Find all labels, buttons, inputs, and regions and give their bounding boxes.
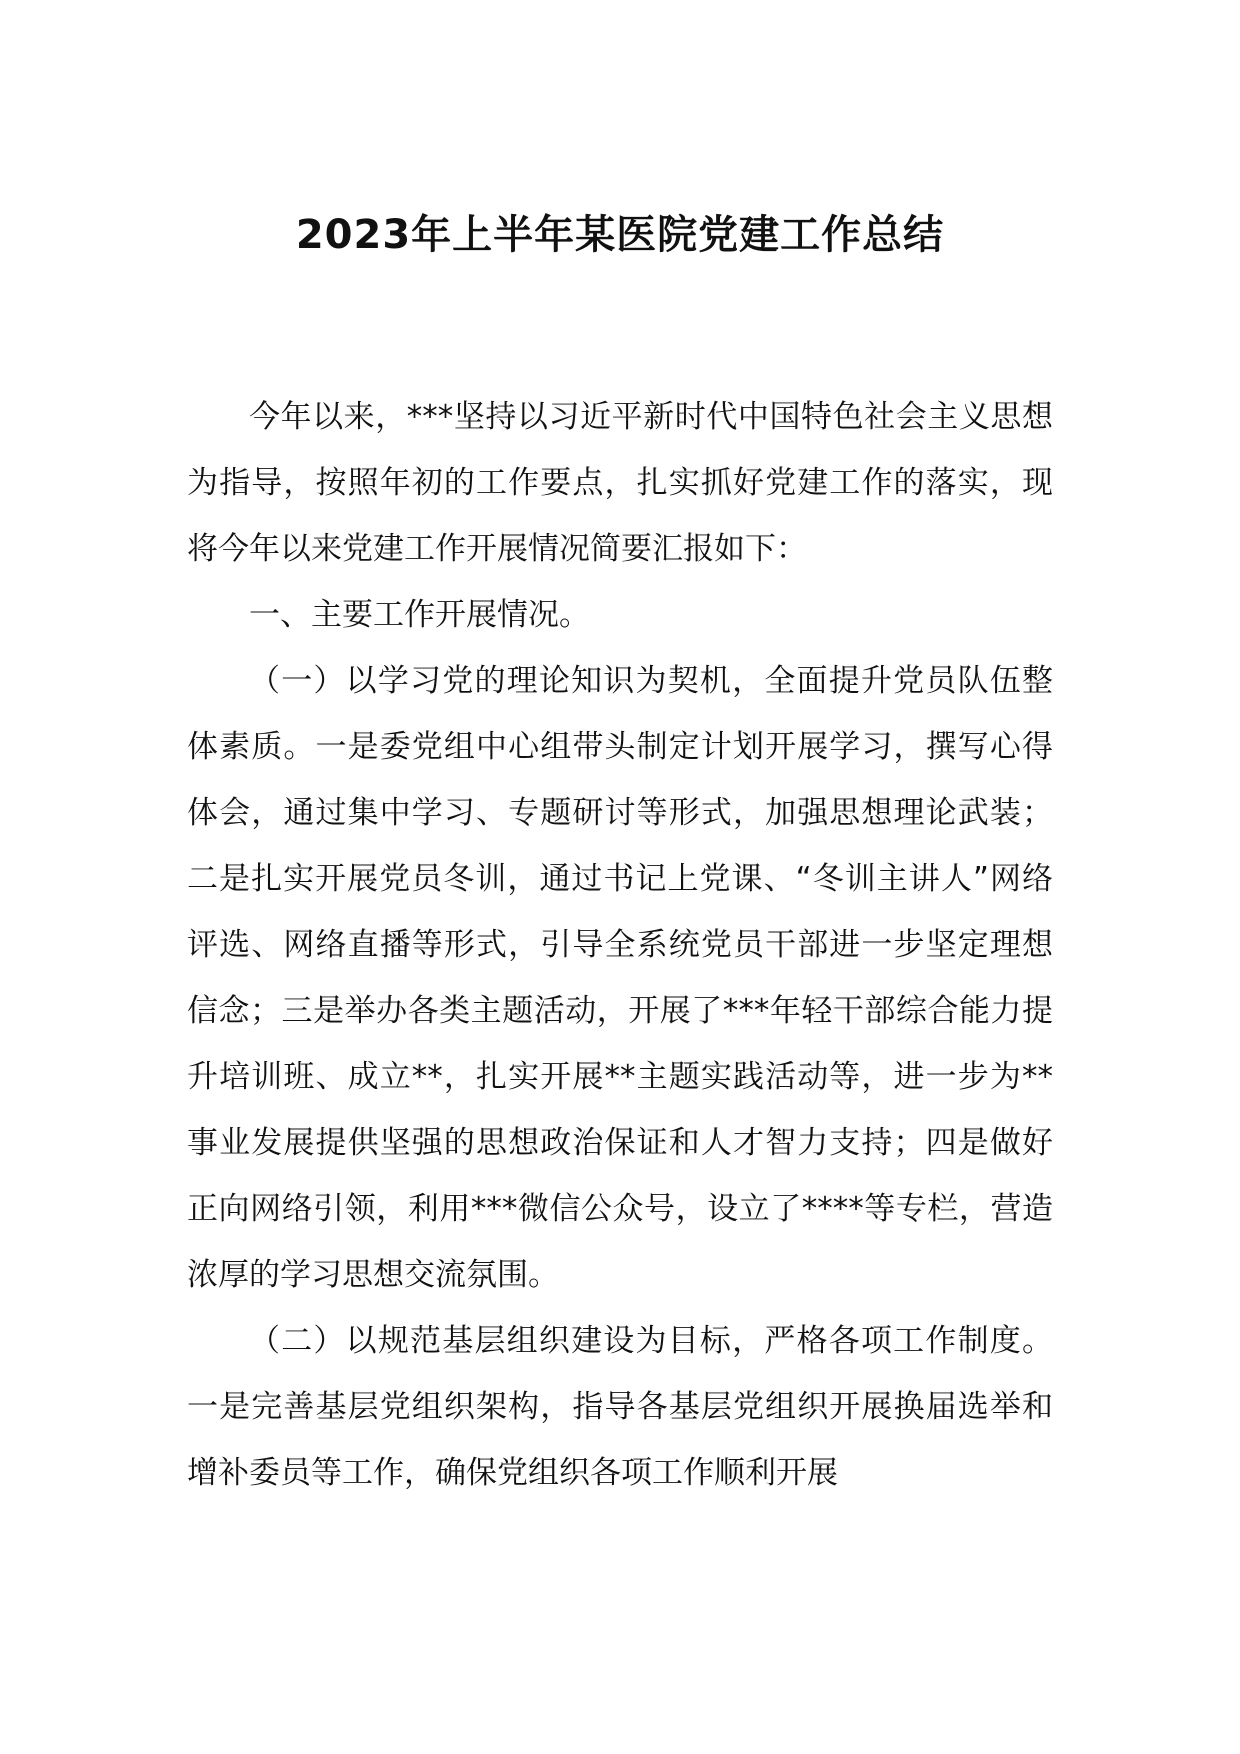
intro-paragraph: 今年以来，***坚持以习近平新时代中国特色社会主义思想为指导，按照年初的工作要点，扎实抓好党建工作的落实，现将今年以来党建工作开展情况简要汇报如下： [187,399,1053,567]
subsection-1-paragraph: （一）以学习党的理论知识为契机，全面提升党员队伍整体素质。一是委党组中心组带头制定计划开展学习，撰写心得体会，通过集中学习、专题研讨等形式，加强思想理论武装；二是扎实开展党员冬训，通过书记上党课、“冬训主讲人”网络评选、网络直播等形式，引导全系统党员干部进一步坚定理想信念；三是举办各类主题活动，开展了***年轻干部综合能力提升培训班、成立**，扎实开展**主题实践活动等，进一步为**事业发展提供坚强的思想政治保证和人才智力支持；四是做好正向网络引领，利用***微信公众号，设立了****等专栏，营造浓厚的学习思想交流氛围。 [187,663,1053,1293]
section-heading: 一、主要工作开展情况。 [249,597,590,633]
document-body [187,384,1053,1506]
subsection-2-paragraph: （二）以规范基层组织建设为目标，严格各项工作制度。一是完善基层党组织架构，指导各基层党组织开展换届选举和增补委员等工作，确保党组织各项工作顺利开展 [187,1323,1053,1491]
document-title: 2023年上半年某医院党建工作总结 [295,212,945,258]
